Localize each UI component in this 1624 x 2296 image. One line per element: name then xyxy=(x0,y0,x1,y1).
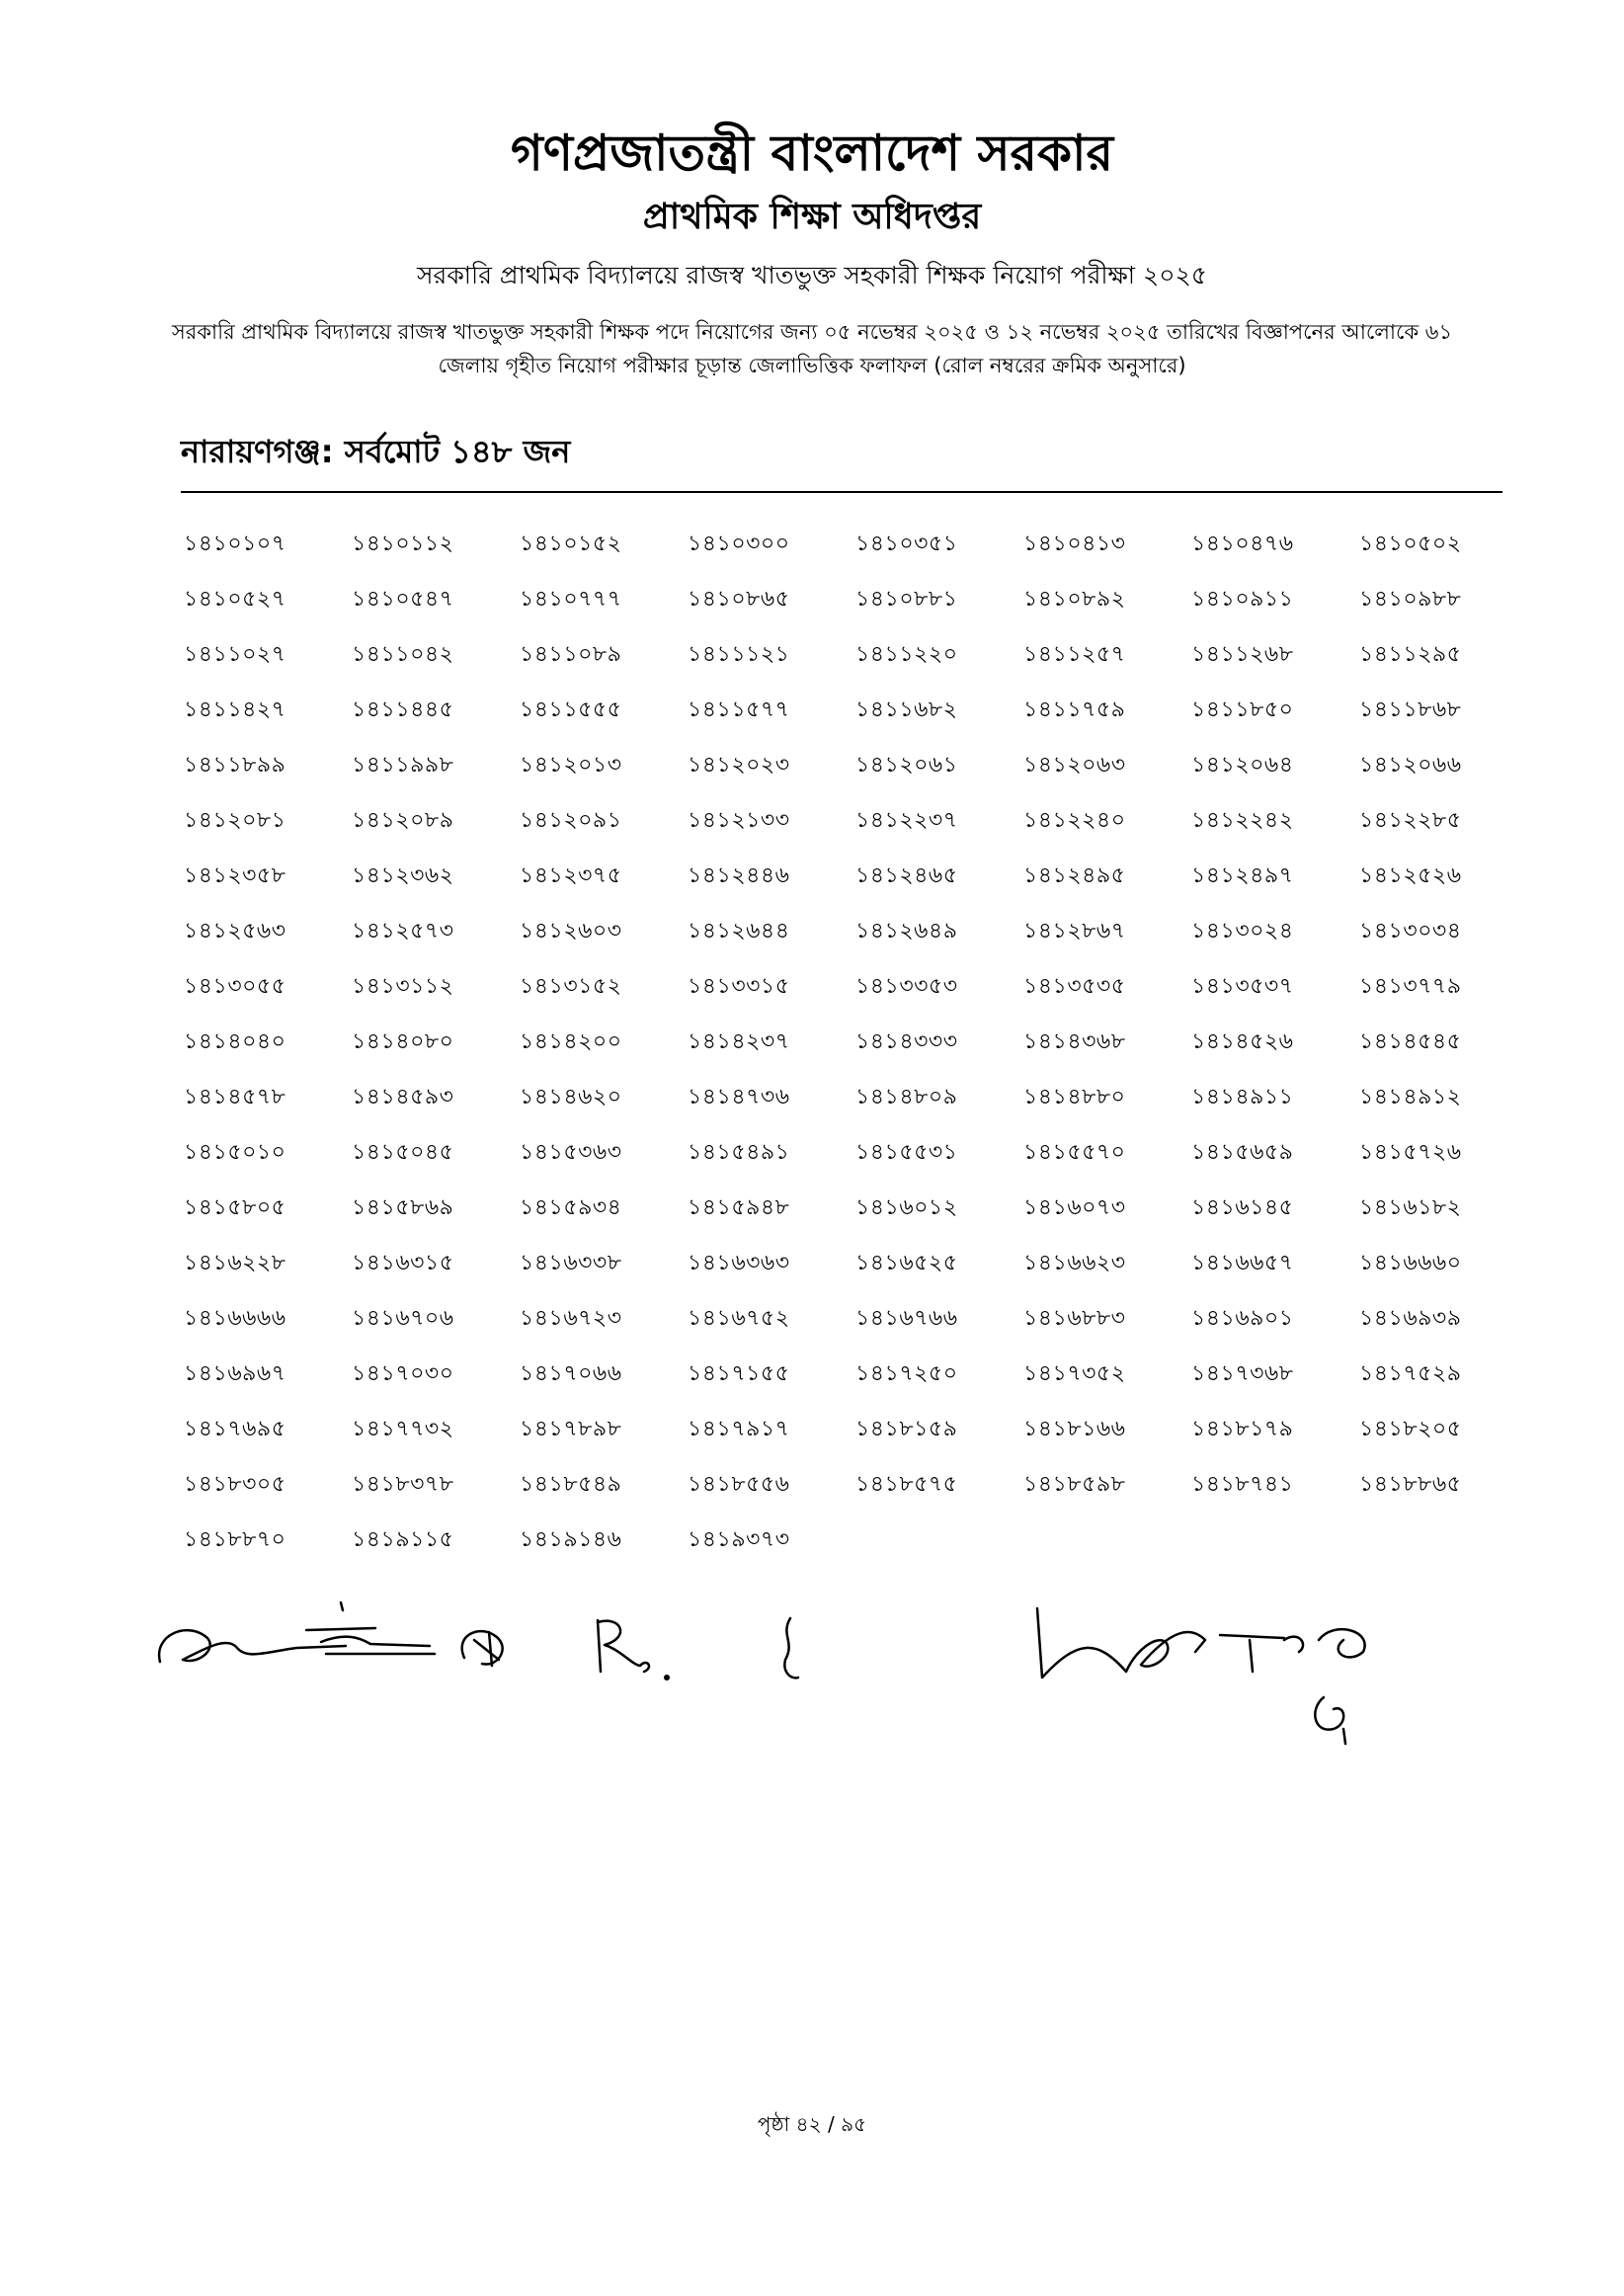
roll-number: ১৪১৪৭৩৬ xyxy=(688,1085,790,1109)
roll-number: ১৪১৪২৩৭ xyxy=(688,1029,790,1054)
roll-number: ১৪১৬৩৩৮ xyxy=(520,1251,622,1275)
roll-number: ১৪১১০৮৯ xyxy=(520,642,622,667)
roll-number: ১৪১২২৩৭ xyxy=(855,808,958,833)
roll-number: ১৪১২২৪২ xyxy=(1191,808,1294,833)
signature-5 xyxy=(1037,1608,1365,1744)
roll-number: ১৪১১২৯৫ xyxy=(1359,642,1462,667)
roll-number: ১৪১৫৫৭০ xyxy=(1023,1140,1126,1165)
roll-number: ১৪১৬৯০১ xyxy=(1191,1306,1294,1331)
roll-number: ১৪১৫৮৬৯ xyxy=(352,1195,454,1220)
roll-number: ১৪১৫৯৩৪ xyxy=(520,1195,622,1220)
roll-number: ১৪১৮৩৭৮ xyxy=(352,1472,454,1497)
roll-number: ১৪১৬৬৬০ xyxy=(1359,1251,1462,1275)
roll-number: ১৪১২৩৫৮ xyxy=(184,863,286,888)
roll-number: ১৪১২৬৪৯ xyxy=(855,919,958,943)
roll-number: ১৪১৬২২৮ xyxy=(184,1251,286,1275)
roll-number: ১৪১১৬৮২ xyxy=(855,697,958,722)
roll-number: ১৪১৮৫৪৯ xyxy=(520,1472,622,1497)
roll-number: ১৪১৪৫৪৫ xyxy=(1359,1029,1462,1054)
exam-title: সরকারি প্রাথমিক বিদ্যালয়ে রাজস্ব খাতভুক্ত সহকারী শিক্ষক নিয়োগ পরীক্ষা ২০২৫ xyxy=(417,261,1207,289)
roll-number: ১৪১১৮৬৮ xyxy=(1359,697,1462,722)
roll-number: ১৪১৮৭৪১ xyxy=(1191,1472,1294,1497)
roll-number: ১৪১৩১৫২ xyxy=(520,974,622,999)
roll-number: ১৪১১২৬৮ xyxy=(1191,642,1294,667)
roll-number: ১৪১৭৮৯৮ xyxy=(520,1417,622,1441)
roll-number: ১৪১৬৩৬৩ xyxy=(688,1251,790,1275)
roll-number: ১৪১৭৬৯৫ xyxy=(184,1417,286,1441)
roll-number: ১৪১০৮৮১ xyxy=(855,587,958,612)
roll-number: ১৪১০৫২৭ xyxy=(184,587,286,612)
roll-number: ১৪১৫৬৫৯ xyxy=(1191,1140,1294,1165)
roll-number: ১৪১৭৭৩২ xyxy=(352,1417,454,1441)
roll-number: ১৪১৯১১৫ xyxy=(352,1527,454,1552)
roll-number: ১৪১২০৬৩ xyxy=(1023,753,1126,778)
roll-number: ১৪১৪৯১১ xyxy=(1191,1085,1294,1109)
roll-number: ১৪১৪৯১২ xyxy=(1359,1085,1462,1109)
roll-number: ১৪১২৪৪৬ xyxy=(688,863,790,888)
signature-2 xyxy=(462,1631,503,1666)
roll-number: ১৪১৫৪৯১ xyxy=(688,1140,790,1165)
roll-number: ১৪১৩৫৩৭ xyxy=(1191,974,1294,999)
roll-number: ১৪১৫০১০ xyxy=(184,1140,286,1165)
roll-number: ১৪১৬৭২৩ xyxy=(520,1306,622,1331)
roll-number: ১৪১৬০১২ xyxy=(855,1195,958,1220)
signature-4 xyxy=(784,1618,798,1678)
roll-number: ১৪১১৯৯৮ xyxy=(352,753,454,778)
roll-number: ১৪১২৬০৩ xyxy=(520,919,622,943)
roll-number: ১৪১৮৫৭৫ xyxy=(855,1472,958,1497)
roll-number: ১৪১৭৯১৭ xyxy=(688,1417,790,1441)
roll-number: ১৪১৭০৩০ xyxy=(352,1361,454,1386)
roll-number: ১৪১০১১২ xyxy=(352,532,454,556)
roll-number: ১৪১৭৫২৯ xyxy=(1359,1361,1462,1386)
roll-number: ১৪১০৫০২ xyxy=(1359,532,1462,556)
roll-number: ১৪১৩৫৩৫ xyxy=(1023,974,1126,999)
roll-number: ১৪১৬৮৮৩ xyxy=(1023,1306,1126,1331)
roll-number: ১৪১০৭৭৭ xyxy=(520,587,622,612)
roll-number: ১৪১৮২০৫ xyxy=(1359,1417,1462,1441)
roll-number: ১৪১৪৫৯৩ xyxy=(352,1085,454,1109)
roll-number: ১৪১৫৭২৬ xyxy=(1359,1140,1462,1165)
roll-number: ১৪১০৯৮৮ xyxy=(1359,587,1462,612)
roll-number: ১৪১০৩০০ xyxy=(688,532,790,556)
roll-number: ১৪১০৪১৩ xyxy=(1023,532,1126,556)
roll-number: ১৪১৫৯৪৮ xyxy=(688,1195,790,1220)
roll-number: ১৪১২০২৩ xyxy=(688,753,790,778)
roll-number: ১৪১২৫২৬ xyxy=(1359,863,1462,888)
roll-number: ১৪১২৩৬২ xyxy=(352,863,454,888)
roll-number: ১৪১৩৭৭৯ xyxy=(1359,974,1462,999)
roll-number: ১৪১৬৭৬৬ xyxy=(855,1306,958,1331)
roll-number: ১৪১৭৩৬৮ xyxy=(1191,1361,1294,1386)
roll-number: ১৪১২৪৬৫ xyxy=(855,863,958,888)
roll-number: ১৪১২৮৬৭ xyxy=(1023,919,1126,943)
roll-number: ১৪১১৭৫৯ xyxy=(1023,697,1126,722)
roll-number: ১৪১২০১৩ xyxy=(520,753,622,778)
roll-number: ১৪১০৮৯২ xyxy=(1023,587,1126,612)
roll-number: ১৪১২০৬৬ xyxy=(1359,753,1462,778)
roll-number: ১৪১২৪৯৫ xyxy=(1023,863,1126,888)
roll-number: ১৪১১৫৫৫ xyxy=(520,697,622,722)
roll-number: ১৪১০৩৫১ xyxy=(855,532,958,556)
roll-number: ১৪১৬১৪৫ xyxy=(1191,1195,1294,1220)
roll-number: ১৪১১৫৭৭ xyxy=(688,697,790,722)
government-title: গণপ্রজাতন্ত্রী বাংলাদেশ সরকার xyxy=(511,124,1113,182)
roll-number: ১৪১৭৩৫২ xyxy=(1023,1361,1126,1386)
signatures xyxy=(148,1581,1482,1778)
roll-number: ১৪১৮১৬৬ xyxy=(1023,1417,1126,1441)
roll-number: ১৪১৮৮৬৫ xyxy=(1359,1472,1462,1497)
roll-number: ১৪১৮৫৯৮ xyxy=(1023,1472,1126,1497)
roll-number: ১৪১১২২০ xyxy=(855,642,958,667)
roll-number: ১৪১৬৫২৫ xyxy=(855,1251,958,1275)
roll-number: ১৪১৭২৫০ xyxy=(855,1361,958,1386)
roll-number: ১৪১৬৬৬৬ xyxy=(184,1306,286,1331)
roll-number: ১৪১২৩৭৫ xyxy=(520,863,622,888)
roll-number: ১৪১০৪৭৬ xyxy=(1191,532,1294,556)
roll-number: ১৪১৪২০০ xyxy=(520,1029,622,1054)
roll-number: ১৪১২০৯১ xyxy=(520,808,622,833)
roll-number: ১৪১১১২১ xyxy=(688,642,790,667)
roll-number: ১৪১৫০৪৫ xyxy=(352,1140,454,1165)
roll-number: ১৪১৫৫৩১ xyxy=(855,1140,958,1165)
roll-number: ১৪১২২৪০ xyxy=(1023,808,1126,833)
roll-number: ১৪১৬৩১৫ xyxy=(352,1251,454,1275)
roll-number: ১৪১২১৩৩ xyxy=(688,808,790,833)
roll-number: ১৪১৮৮৭০ xyxy=(184,1527,286,1552)
divider xyxy=(181,491,1502,493)
roll-number: ১৪১১৮৫০ xyxy=(1191,697,1294,722)
roll-number: ১৪১২৫৭৩ xyxy=(352,919,454,943)
roll-number: ১৪১২০৮৯ xyxy=(352,808,454,833)
roll-number: ১৪১৬১৮২ xyxy=(1359,1195,1462,1220)
roll-number: ১৪১০১০৭ xyxy=(184,532,286,556)
roll-number: ১৪১৩০৩৪ xyxy=(1359,919,1462,943)
roll-number: ১৪১৬৯৬৭ xyxy=(184,1361,286,1386)
roll-number: ১৪১২০৬৪ xyxy=(1191,753,1294,778)
roll-number: ১৪১৫৮০৫ xyxy=(184,1195,286,1220)
roll-number: ১৪১১৪২৭ xyxy=(184,697,286,722)
roll-number: ১৪১৫৩৬৩ xyxy=(520,1140,622,1165)
roll-number: ১৪১৪৮৮০ xyxy=(1023,1085,1126,1109)
roll-number: ১৪১৯১৪৬ xyxy=(520,1527,622,1552)
roll-number: ১৪১১২৫৭ xyxy=(1023,642,1126,667)
roll-number: ১৪১৭১৫৫ xyxy=(688,1361,790,1386)
roll-number: ১৪১৪০৮০ xyxy=(352,1029,454,1054)
roll-number: ১৪১৪৩৬৮ xyxy=(1023,1029,1126,1054)
district-heading: নারায়ণগঞ্জ: সর্বমোট ১৪৮ জন xyxy=(181,433,571,470)
result-description: সরকারি প্রাথমিক বিদ্যালয়ে রাজস্ব খাতভুক্ত সহকারী শিক্ষক পদে নিয়োগের জন্য ০৫ নভেম্বর ২০২৫ ও ১২ নভেম্বর ২০২৫ তারিখের বিজ্ঞাপনের আলোকে ৬১ জেলায় গৃহীত নিয়োগ পরীক্ষার চূড়ান্ত জেলাভিত্তিক ফলাফল (রোল নম্বরের ক্রমিক অনুসারে) xyxy=(171,320,1453,377)
page-number: পৃষ্ঠা ৪২ / ৯৫ xyxy=(757,2112,867,2136)
roll-number: ১৪১০৮৬৫ xyxy=(688,587,790,612)
roll-number: ১৪১১৪৪৫ xyxy=(352,697,454,722)
roll-number: ১৪১৪৬২০ xyxy=(520,1085,622,1109)
roll-number: ১৪১৮৩০৫ xyxy=(184,1472,286,1497)
roll-number: ১৪১১০২৭ xyxy=(184,642,286,667)
roll-number: ১৪১০১৫২ xyxy=(520,532,622,556)
roll-number: ১৪১৬৯৩৯ xyxy=(1359,1306,1462,1331)
roll-number: ১৪১০৫৪৭ xyxy=(352,587,454,612)
roll-number: ১৪১৮১৭৯ xyxy=(1191,1417,1294,1441)
roll-number: ১৪১৩৩৫৩ xyxy=(855,974,958,999)
roll-number: ১৪১৬৬২৩ xyxy=(1023,1251,1126,1275)
document-header xyxy=(0,124,1624,382)
roll-number: ১৪১৪৫২৬ xyxy=(1191,1029,1294,1054)
signature-3 xyxy=(598,1620,669,1680)
roll-number: ১৪১২০৬১ xyxy=(855,753,958,778)
roll-number: ১৪১৬৬৫৭ xyxy=(1191,1251,1294,1275)
roll-number: ১৪১৮৫৫৬ xyxy=(688,1472,790,1497)
signature-1 xyxy=(159,1602,435,1662)
roll-number: ১৪১৪৫৭৮ xyxy=(184,1085,286,1109)
roll-number: ১৪১২০৮১ xyxy=(184,808,286,833)
roll-number: ১৪১০৯১১ xyxy=(1191,587,1294,612)
roll-number-grid xyxy=(184,530,1527,1581)
roll-number: ১৪১৩৩১৫ xyxy=(688,974,790,999)
directorate-title: প্রাথমিক শিক্ষা অধিদপ্তর xyxy=(642,197,982,237)
roll-number: ১৪১২৫৬৩ xyxy=(184,919,286,943)
roll-number: ১৪১৩১১২ xyxy=(352,974,454,999)
roll-number: ১৪১১০৪২ xyxy=(352,642,454,667)
roll-number: ১৪১৬৭৫২ xyxy=(688,1306,790,1331)
roll-number: ১৪১৮১৫৯ xyxy=(855,1417,958,1441)
roll-number: ১৪১৬০৭৩ xyxy=(1023,1195,1126,1220)
roll-number: ১৪১২২৮৫ xyxy=(1359,808,1462,833)
roll-number: ১৪১৩০৫৫ xyxy=(184,974,286,999)
roll-number: ১৪১১৮৯৯ xyxy=(184,753,286,778)
roll-number: ১৪১২৪৯৭ xyxy=(1191,863,1294,888)
roll-number: ১৪১৩০২৪ xyxy=(1191,919,1294,943)
roll-number: ১৪১৭০৬৬ xyxy=(520,1361,622,1386)
roll-number: ১৪১৪৩৩৩ xyxy=(855,1029,958,1054)
roll-number: ১৪১৪০৪০ xyxy=(184,1029,286,1054)
roll-number: ১৪১৯৩৭৩ xyxy=(688,1527,790,1552)
roll-number: ১৪১২৬৪৪ xyxy=(688,919,790,943)
roll-number: ১৪১৪৮০৯ xyxy=(855,1085,958,1109)
roll-number: ১৪১৬৭০৬ xyxy=(352,1306,454,1331)
